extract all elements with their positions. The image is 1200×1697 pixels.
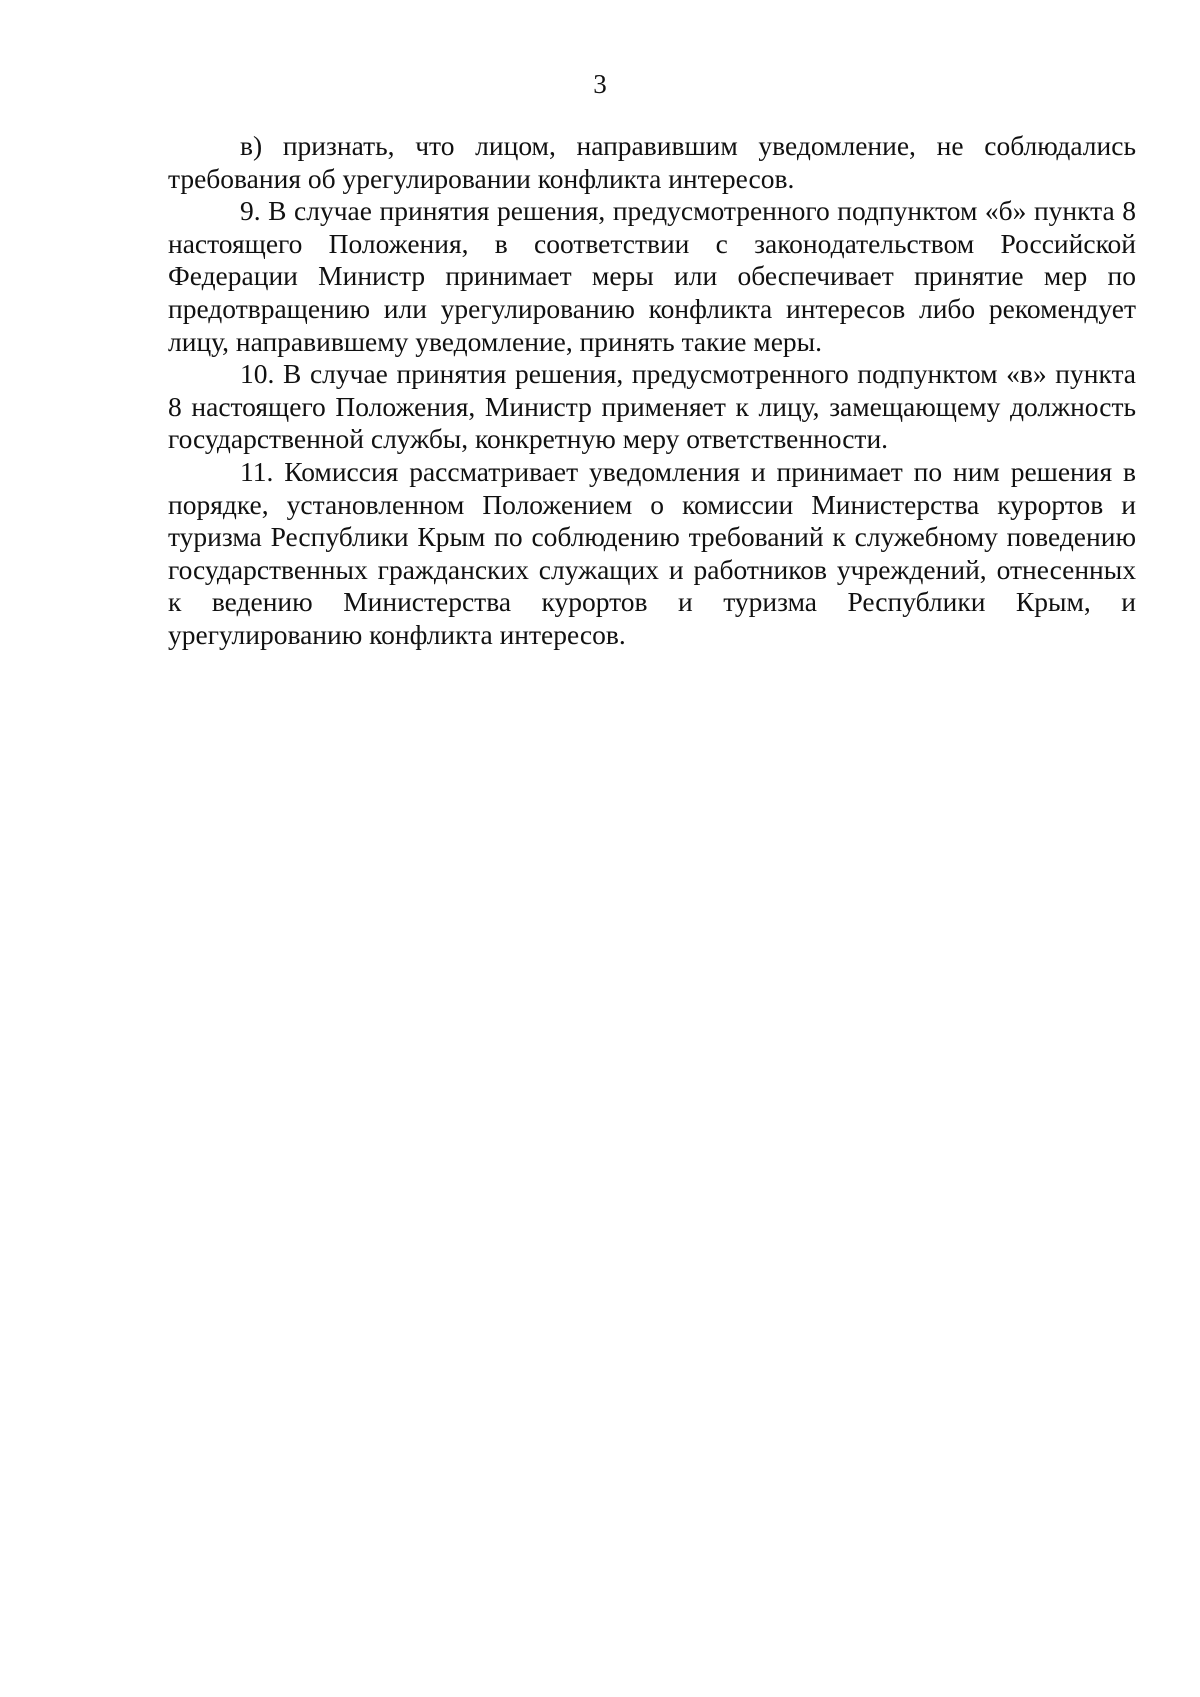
- paragraph-item-v: в) признать, что лицом, направившим уведомление, не соблюдались требования об урегулировании конфликта интересов.: [168, 130, 1136, 194]
- paragraph-10: 10. В случае принятия решения, предусмотренного подпунктом «в» пункта 8 настоящего Положения, Министр применяет к лицу, замещающему должность государственной службы, конкретную меру ответственности.: [168, 358, 1136, 455]
- paragraph-11: 11. Комиссия рассматривает уведомления и принимает по ним решения в порядке, установленном Положением о комиссии Министерства курортов и туризма Республики Крым по соблюдению требований к служебному поведению государственных гражданских служащих и работников учреждений, отнесенных к ведению Министерства курортов и туризма Республики Крым, и урегулированию конфликта интересов.: [168, 455, 1136, 650]
- paragraph-9: 9. В случае принятия решения, предусмотренного подпунктом «б» пункта 8 настоящего Положения, в соответствии с законодательством Российской Федерации Министр принимает меры или обеспечивает принятие мер по предотвращению или урегулированию конфликта интересов либо рекомендует лицу, направившему уведомление, принять такие меры.: [168, 195, 1136, 357]
- page-number: 3: [593, 69, 607, 99]
- document-body: [168, 130, 1136, 652]
